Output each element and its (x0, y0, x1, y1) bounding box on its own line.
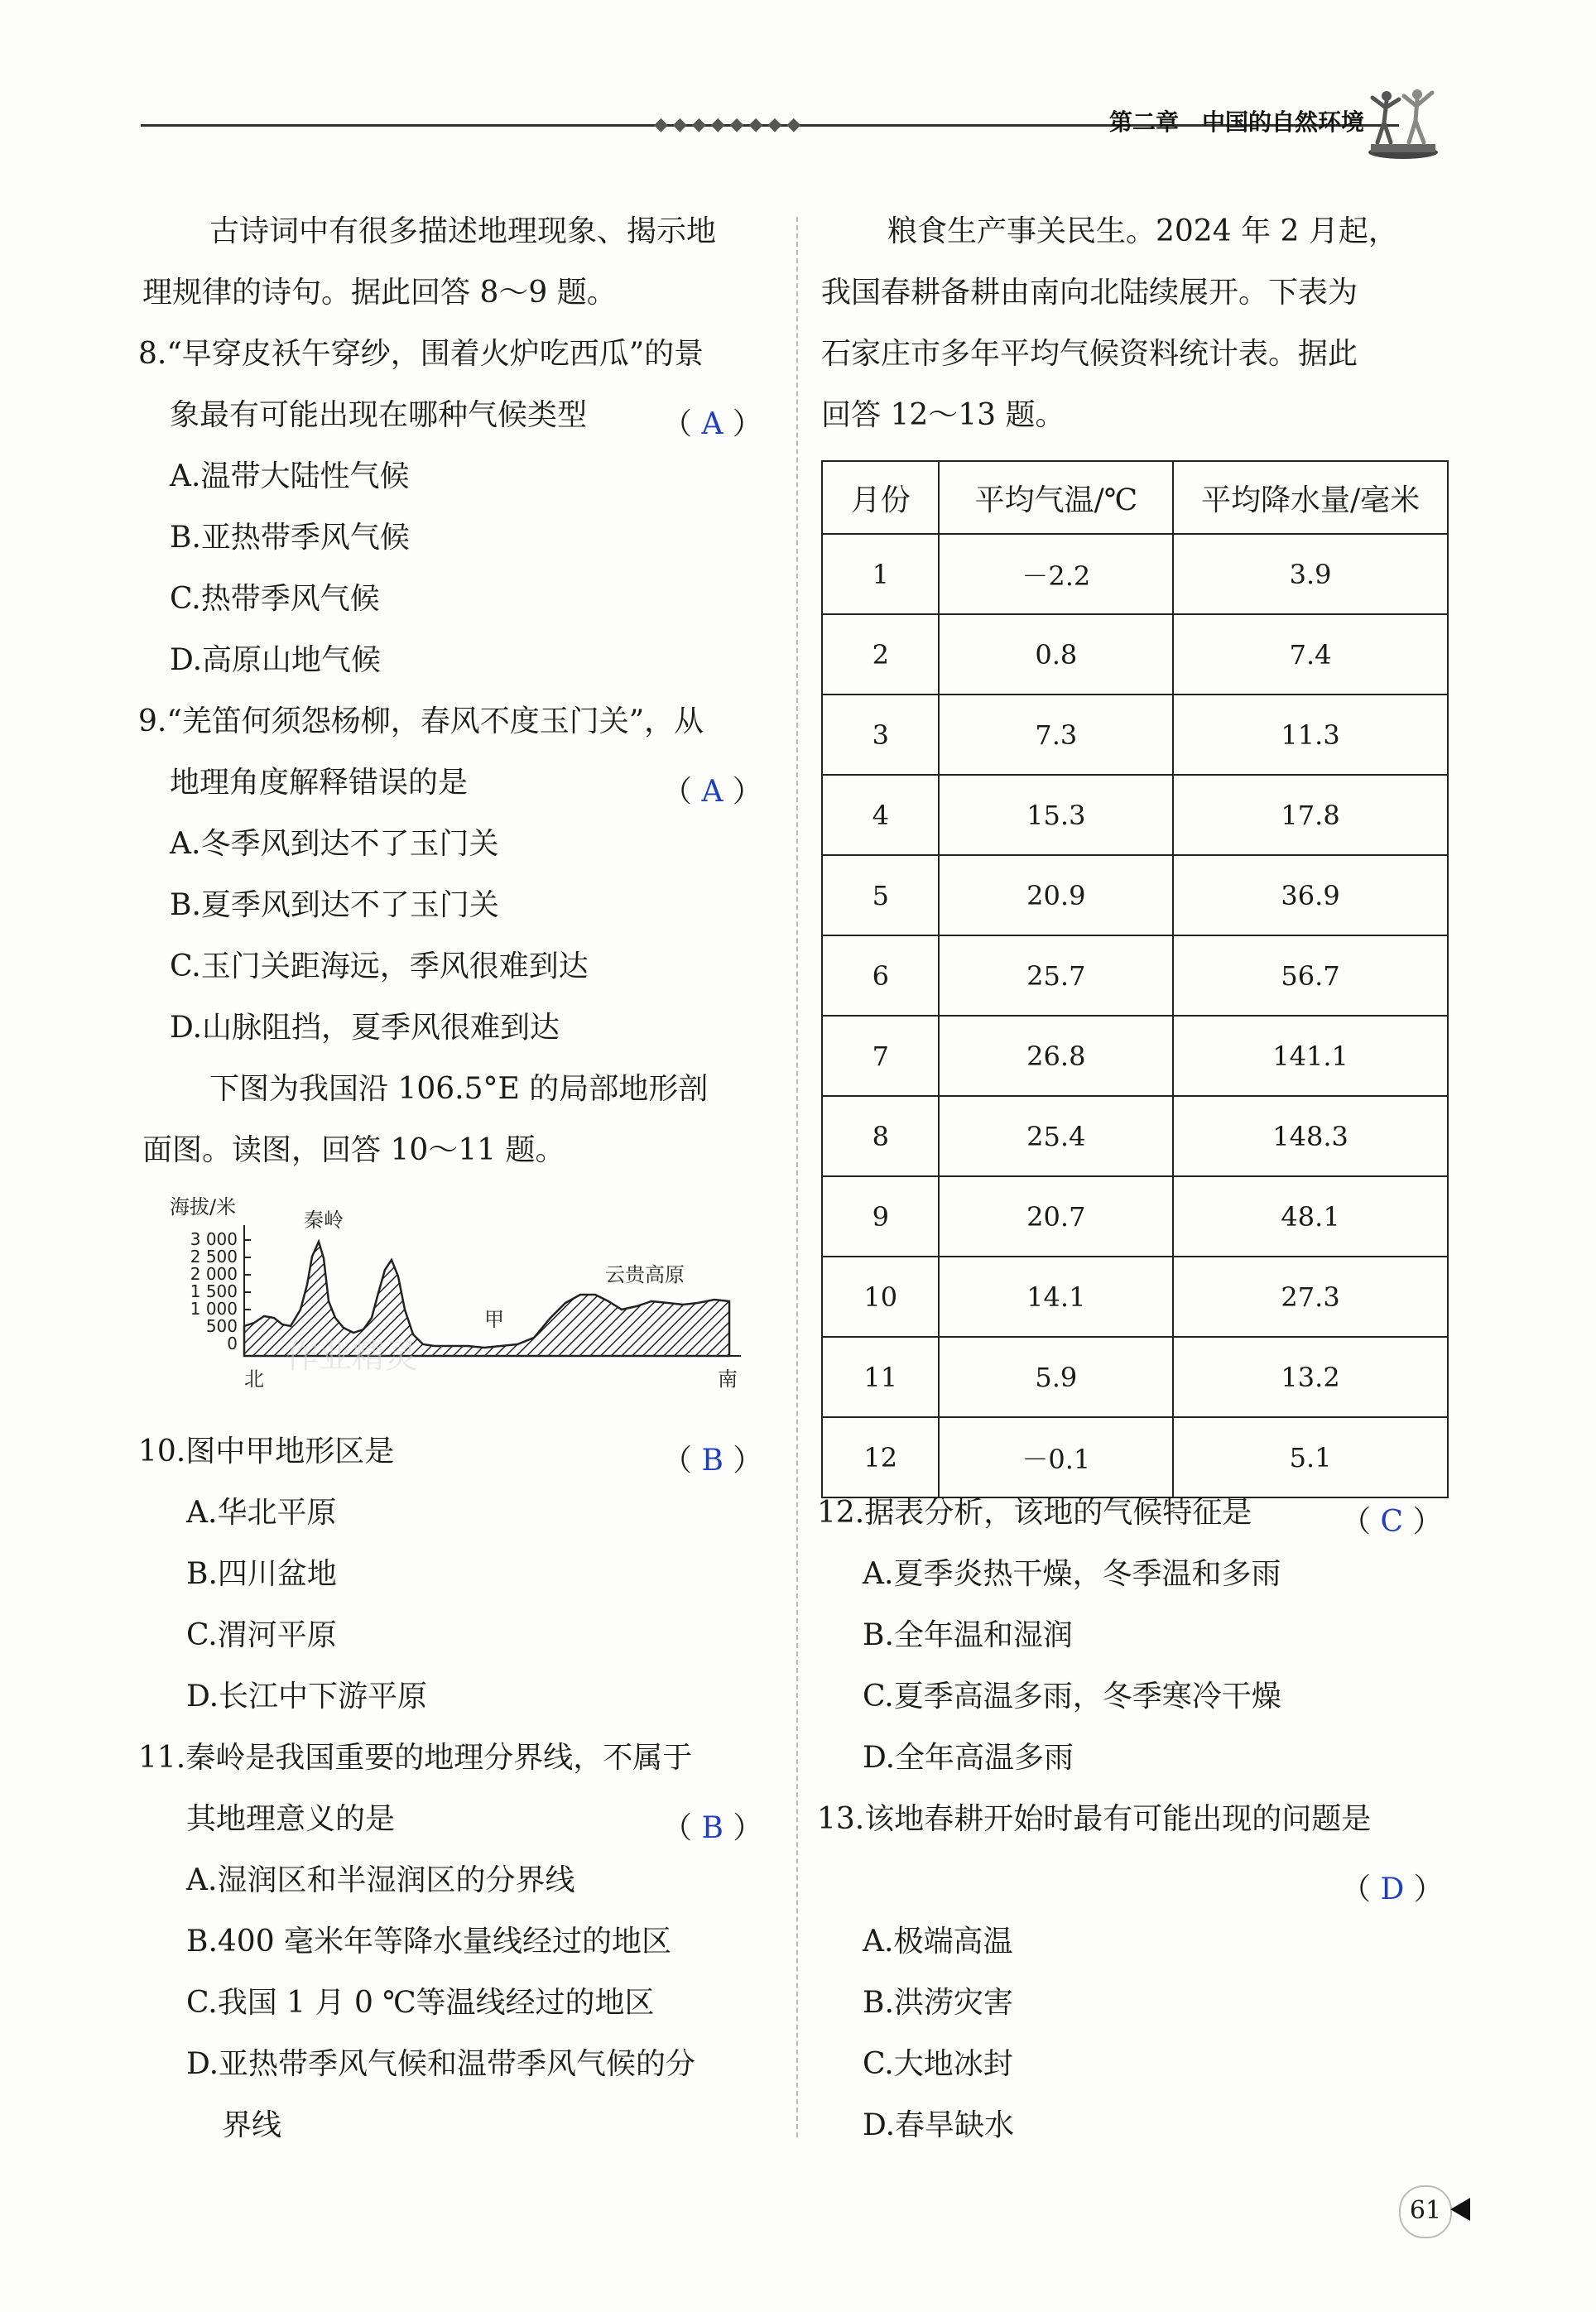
header-dots: ◆◆◆◆◆◆◆◆ (654, 114, 806, 135)
cell-precip: 141.1 (1173, 1016, 1448, 1096)
right-intro-line4: 回答 12～13 题。 (821, 398, 1065, 432)
chapter-title: 第二章 中国的自然环境 (1109, 108, 1365, 136)
table-row (822, 534, 1448, 614)
q8-option-c: C.热带季风气候 (170, 582, 380, 616)
cell-month: 9 (822, 1176, 939, 1257)
q11-option-d-cont: 界线 (222, 2108, 282, 2142)
q13-stem: 13.该地春耕开始时最有可能出现的问题是 (817, 1802, 1372, 1836)
q11-stem-line1: 11.秦岭是我国重要的地理分界线，不属于 (138, 1741, 693, 1775)
cell-precip: 148.3 (1173, 1096, 1448, 1176)
cell-precip: 17.8 (1173, 775, 1448, 855)
table-row (822, 614, 1448, 695)
watermark: 作业精灵 (286, 1338, 418, 1376)
cell-temp: 25.4 (939, 1096, 1173, 1176)
jia-label: 甲 (484, 1308, 504, 1331)
ytick-2000: 2 000 (190, 1264, 238, 1284)
cell-temp: 5.9 (939, 1337, 1173, 1417)
q9-answer-box: （ A ） (662, 775, 762, 809)
q8-option-a: A.温带大陆性气候 (170, 459, 410, 493)
q13-answer-box: （ D ） (1341, 1872, 1444, 1906)
q12-option-b: B.全年温和湿润 (863, 1618, 1073, 1652)
ytick-3000: 3 000 (190, 1229, 238, 1249)
cell-temp: 14.1 (939, 1257, 1173, 1337)
q8-stem-line1: 8.“早穿皮袄午穿纱，围着火炉吃西瓜”的景 (138, 337, 704, 371)
q9-option-b: B.夏季风到达不了玉门关 (170, 888, 499, 922)
q11-option-a: A.湿润区和半湿润区的分界线 (186, 1863, 575, 1897)
q10-option-b: B.四川盆地 (186, 1557, 337, 1591)
q11-option-d: D.亚热带季风气候和温带季风气候的分 (186, 2047, 696, 2081)
cell-temp: 7.3 (939, 695, 1173, 775)
table-row (822, 775, 1448, 855)
table-row (822, 1096, 1448, 1176)
q13-option-d: D.春旱缺水 (863, 2108, 1015, 2142)
q10-answer-box: （ B ） (662, 1444, 763, 1478)
cell-precip: 36.9 (1173, 855, 1448, 935)
q10-option-a: A.华北平原 (186, 1496, 337, 1530)
q11-option-b: B.400 毫米年等降水量线经过的地区 (186, 1925, 672, 1959)
cell-month: 11 (822, 1337, 939, 1417)
intro1-line1: 古诗词中有很多描述地理现象、揭示地 (209, 214, 717, 248)
right-intro-line2: 我国春耕备耕由南向北陆续展开。下表为 (821, 276, 1358, 310)
q10-option-d: D.长江中下游平原 (186, 1680, 428, 1714)
q13-option-c: C.大地冰封 (863, 2047, 1013, 2081)
south-label: 南 (718, 1367, 738, 1391)
q12-option-d: D.全年高温多雨 (863, 1741, 1074, 1775)
cell-precip: 11.3 (1173, 695, 1448, 775)
ytick-1000: 1 000 (190, 1299, 238, 1319)
q9-option-c: C.玉门关距海远，季风很难到达 (170, 949, 589, 983)
north-label: 北 (244, 1367, 264, 1391)
ytick-500: 500 (205, 1316, 238, 1336)
cell-precip: 7.4 (1173, 614, 1448, 695)
cell-precip: 13.2 (1173, 1337, 1448, 1417)
q12-answer: C (1380, 1505, 1403, 1539)
cell-precip: 48.1 (1173, 1176, 1448, 1257)
header-precip: 平均降水量/毫米 (1173, 461, 1448, 534)
table-row (822, 855, 1448, 935)
page-arrow-icon (1450, 2198, 1470, 2221)
cell-month: 6 (822, 935, 939, 1016)
q9-answer: A (701, 775, 723, 809)
cell-precip: 56.7 (1173, 935, 1448, 1016)
cell-temp: 25.7 (939, 935, 1173, 1016)
qinling-label: 秦岭 (304, 1209, 344, 1232)
cell-temp: 15.3 (939, 775, 1173, 855)
q9-stem-line1: 9.“羌笛何须怨杨柳，春风不度玉门关”，从 (138, 704, 704, 738)
cell-precip: 3.9 (1173, 534, 1448, 614)
cell-month: 2 (822, 614, 939, 695)
ytick-0: 0 (227, 1334, 238, 1353)
right-intro-line1: 粮食生产事关民生。2024 年 2 月起， (887, 214, 1398, 248)
cell-temp: 20.9 (939, 855, 1173, 935)
cell-month: 4 (822, 775, 939, 855)
cell-temp: －2.2 (939, 534, 1173, 614)
q10-stem: 10.图中甲地形区是 (138, 1435, 395, 1468)
q8-answer-box: （ A ） (662, 407, 762, 441)
profile-ylabel: 海拔/米 (170, 1195, 237, 1218)
q11-answer: B (701, 1811, 723, 1845)
q11-answer-box: （ B ） (662, 1811, 763, 1845)
cell-month: 8 (822, 1096, 939, 1176)
yungui-plateau-label: 云贵高原 (605, 1263, 685, 1286)
q8-option-d: D.高原山地气候 (170, 643, 382, 677)
q13-option-b: B.洪涝灾害 (863, 1986, 1013, 2020)
table-row (822, 1176, 1448, 1257)
table-header-row (822, 461, 1448, 534)
cell-precip: 5.1 (1173, 1417, 1448, 1497)
table-row (822, 1257, 1448, 1337)
intro1-line2: 理规律的诗句。据此回答 8～9 题。 (142, 276, 617, 310)
table-row (822, 935, 1448, 1016)
dancers-logo-icon (1366, 81, 1440, 161)
climate-table (821, 460, 1449, 1498)
column-divider (796, 217, 798, 2137)
q11-option-c: C.我国 1 月 0 ℃等温线经过的地区 (186, 1986, 655, 2020)
table-row (822, 1337, 1448, 1417)
q10-answer: B (701, 1444, 723, 1478)
cell-precip: 27.3 (1173, 1257, 1448, 1337)
page-number: 61 (1399, 2185, 1452, 2238)
q12-stem: 12.据表分析，该地的气候特征是 (817, 1496, 1252, 1530)
q12-option-c: C.夏季高温多雨，冬季寒冷干燥 (863, 1680, 1281, 1714)
ytick-2500: 2 500 (190, 1247, 238, 1267)
cell-temp: 26.8 (939, 1016, 1173, 1096)
intro2-line2: 面图。读图，回答 10～11 题。 (142, 1133, 565, 1167)
terrain-profile-diagram (161, 1194, 757, 1401)
right-intro-line3: 石家庄市多年平均气候资料统计表。据此 (821, 337, 1358, 371)
cell-month: 12 (822, 1417, 939, 1497)
q9-option-d: D.山脉阻挡，夏季风很难到达 (170, 1011, 560, 1045)
cell-temp: －0.1 (939, 1417, 1173, 1497)
q8-option-b: B.亚热带季风气候 (170, 521, 410, 555)
header-temp: 平均气温/℃ (939, 461, 1173, 534)
cell-month: 1 (822, 534, 939, 614)
q13-option-a: A.极端高温 (863, 1925, 1013, 1959)
q10-option-c: C.渭河平原 (186, 1618, 337, 1652)
cell-month: 7 (822, 1016, 939, 1096)
cell-month: 5 (822, 855, 939, 935)
q12-option-a: A.夏季炎热干燥，冬季温和多雨 (863, 1557, 1281, 1591)
cell-month: 3 (822, 695, 939, 775)
table-row (822, 695, 1448, 775)
q13-answer: D (1380, 1872, 1405, 1906)
cell-temp: 20.7 (939, 1176, 1173, 1257)
q8-stem-line2: 象最有可能出现在哪种气候类型 (170, 398, 588, 432)
q12-answer-box: （ C ） (1341, 1505, 1443, 1539)
ytick-1500: 1 500 (190, 1281, 238, 1301)
q9-stem-line2: 地理角度解释错误的是 (170, 766, 469, 800)
table-row (822, 1016, 1448, 1096)
q11-stem-line2: 其地理意义的是 (186, 1802, 396, 1836)
q8-answer: A (701, 407, 723, 441)
intro2-line1: 下图为我国沿 106.5°E 的局部地形剖 (209, 1072, 709, 1106)
header-month: 月份 (822, 461, 939, 534)
cell-temp: 0.8 (939, 614, 1173, 695)
cell-month: 10 (822, 1257, 939, 1337)
table-row (822, 1417, 1448, 1497)
q9-option-a: A.冬季风到达不了玉门关 (170, 827, 499, 861)
